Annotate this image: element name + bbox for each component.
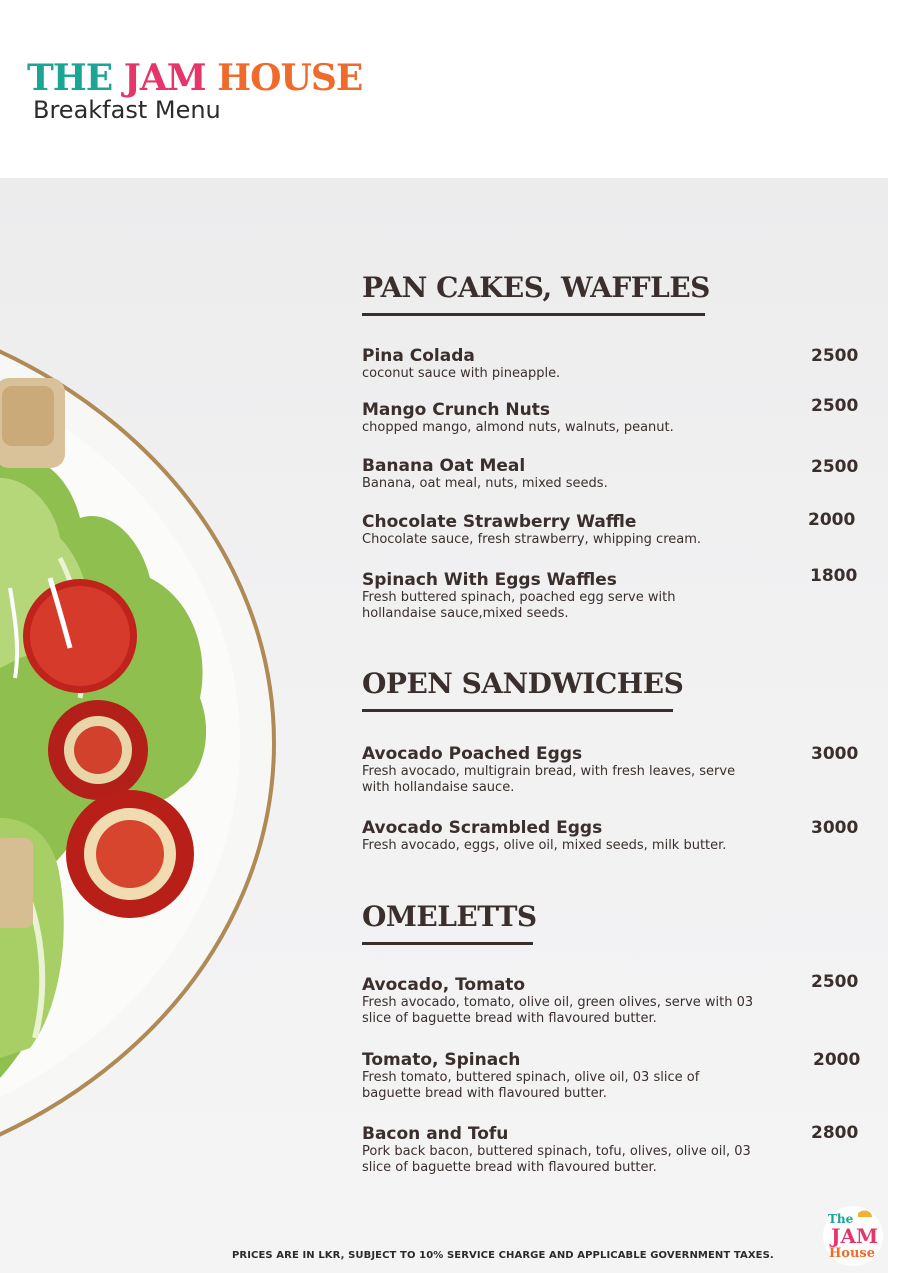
item-price: 2500 (811, 396, 859, 416)
page-header (0, 0, 901, 178)
item-name: Avocado, Tomato (362, 975, 526, 995)
section-title-pancakes-waffles: PAN CAKES, WAFFLES (362, 271, 710, 304)
logo-text-house: House (829, 1246, 875, 1261)
item-name: Spinach With Eggs Waffles (362, 570, 617, 590)
item-description: Fresh tomato, buttered spinach, olive oil, 03 slice of baguette bread with flavoured butter. (362, 1070, 700, 1101)
item-price: 3000 (811, 818, 859, 838)
section-title-open-sandwiches: OPEN SANDWICHES (362, 667, 684, 700)
item-description: Fresh buttered spinach, poached egg serve with hollandaise sauce,mixed seeds. (362, 590, 676, 621)
menu-item (362, 456, 782, 492)
item-description: chopped mango, almond nuts, walnuts, peanut. (362, 420, 674, 435)
item-description: Chocolate sauce, fresh strawberry, whipping cream. (362, 532, 702, 547)
menu-item (362, 346, 782, 382)
item-price: 2000 (813, 1050, 861, 1070)
item-name: Avocado Scrambled Eggs (362, 818, 603, 838)
item-price: 2800 (811, 1123, 859, 1143)
salad-bowl-image (0, 178, 300, 1273)
item-description: Banana, oat meal, nuts, mixed seeds. (362, 476, 608, 491)
item-description: Fresh avocado, eggs, olive oil, mixed seeds, milk butter. (362, 838, 727, 853)
brand-word-the: THE (27, 57, 124, 99)
menu-item (362, 400, 782, 436)
item-name: Bacon and Tofu (362, 1124, 509, 1144)
item-description: Pork back bacon, buttered spinach, tofu, olives, olive oil, 03 slice of baguette bread with flavoured butter. (362, 1144, 751, 1175)
section-divider (362, 313, 705, 316)
price-disclaimer: PRICES ARE IN LKR, SUBJECT TO 10% SERVICE CHARGE AND APPLICABLE GOVERNMENT TAXES. (232, 1250, 774, 1261)
menu-item (362, 975, 782, 1027)
item-price: 2500 (811, 972, 859, 992)
menu-item (362, 818, 802, 854)
menu-panel (0, 178, 888, 1273)
jam-house-logo-icon (822, 1205, 884, 1267)
menu-subtitle: Breakfast Menu (33, 96, 221, 124)
item-description: Fresh avocado, tomato, olive oil, green olives, serve with 03 slice of baguette bread with flavoured butter. (362, 995, 754, 1026)
brand-word-house: HOUSE (217, 57, 363, 99)
brand-word-jam: JAM (123, 57, 218, 99)
brand-title (27, 58, 362, 98)
section-divider (362, 942, 533, 945)
section-divider (362, 709, 673, 712)
item-name: Mango Crunch Nuts (362, 400, 550, 420)
item-name: Chocolate Strawberry Waffle (362, 512, 637, 532)
menu-item (362, 1124, 767, 1176)
menu-item (362, 512, 782, 548)
item-price: 2000 (808, 510, 856, 530)
item-name: Banana Oat Meal (362, 456, 526, 476)
item-price: 2500 (811, 457, 859, 477)
item-name: Pina Colada (362, 346, 475, 366)
item-name: Avocado Poached Eggs (362, 744, 583, 764)
item-price: 1800 (810, 566, 858, 586)
item-name: Tomato, Spinach (362, 1050, 521, 1070)
logo-text-jam: JAM (831, 1224, 879, 1248)
section-title-omeletts: OMELETTS (362, 900, 537, 933)
item-description: Fresh avocado, multigrain bread, with fresh leaves, serve with hollandaise sauce. (362, 764, 736, 795)
item-price: 2500 (811, 346, 859, 366)
menu-item (362, 1050, 762, 1102)
item-description: coconut sauce with pineapple. (362, 366, 561, 381)
item-price: 3000 (811, 744, 859, 764)
logo-text-the: The (828, 1212, 854, 1226)
menu-item (362, 570, 742, 622)
menu-item (362, 744, 762, 796)
